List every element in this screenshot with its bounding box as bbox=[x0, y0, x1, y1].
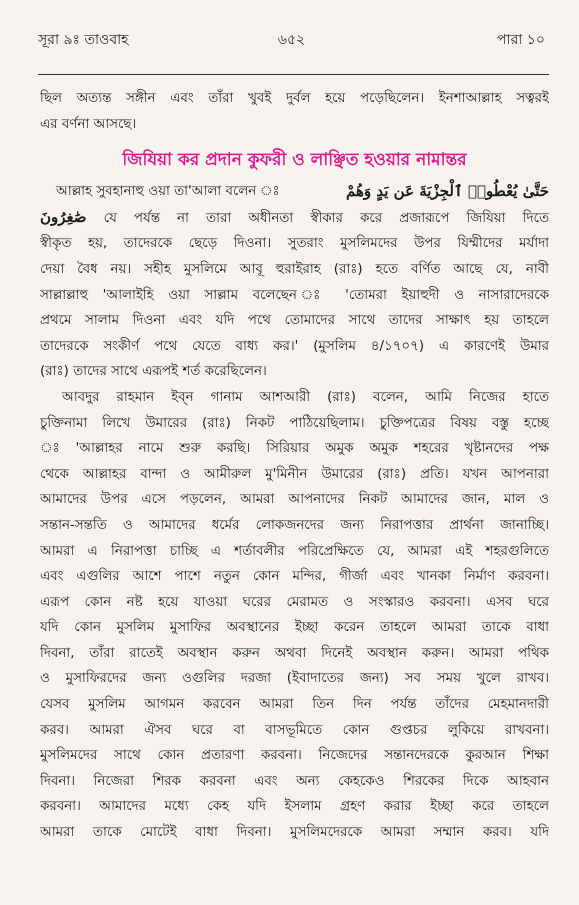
text-line: আমরা এ নিরাপত্তা চাচ্ছি এ শর্তাবলীর পরিপ্রেক্ষিতে যে, আমরা এই শহরগুলিতে bbox=[40, 543, 549, 559]
text-line: দিবনা। নিজেরা শিরক করবনা এবং অন্য কেহকেও শিরকের দিকে আহবান bbox=[40, 773, 549, 789]
para-label: পারা ১০ bbox=[497, 32, 545, 48]
text-line: ও মুসাফিরদের জন্য ওগুলির দরজা (ইবাদাতের জন্য) সব সময় খুলে রাখব। bbox=[40, 671, 549, 687]
text-line: আমরা তাকে মোটেই বাধা দিবনা। মুসলিমদেরকে আমরা সম্মান করব। যদি bbox=[40, 825, 549, 841]
ayah-block bbox=[40, 179, 549, 231]
intro-paragraph bbox=[40, 86, 549, 137]
text-line: এরূপ কোন নষ্ট হয়ে যাওয়া ঘরের মেরামত ও সংস্কারও করবনা। এসব ঘরে bbox=[40, 594, 549, 610]
text-line: সাল্লাল্লাহু 'আলাইহি ওয়া সাল্লাম বলেছেন ঃ 'তোমরা ইয়াহুদী ও নাসারাদেরকে bbox=[40, 287, 549, 303]
arabic-verse-part2: صَٰغِرُونَ bbox=[40, 207, 87, 226]
text-line: দিবনা, তাঁরা রাতেই অবস্থান করুন অথবা দিনেই অবস্থান করুন। আমরা পথিক bbox=[40, 645, 549, 661]
text-line: আমাদের উপর এসে পড়লেন, আমরা আপনাদের নিকট আমাদের জান, মাল ও bbox=[40, 492, 549, 508]
text-line: ছিল অত্যন্ত সঙ্গীন এবং তাঁরা খুবই দুর্বল হয়ে পড়েছিলেন। ইনশাআল্লাহ সত্বরই bbox=[40, 91, 549, 106]
text-line: চুক্তিনামা লিখে উমারের (রাঃ) নিকট পাঠিয়েছিলাম। চুক্তিপত্রের বিষয় বস্তু হচ্ছে bbox=[40, 415, 549, 431]
ayah-intro-line bbox=[40, 179, 549, 205]
text-line: যেসব মুসলিম আগমন করবেন আমরা তিন দিন পর্যন্ত তাঁদের মেহমানদারী bbox=[40, 697, 549, 713]
paragraph-1 bbox=[40, 231, 549, 385]
text-line: মুসলিমদের সাথে কোন প্রতারণা করবনা। নিজেদের সন্তানদেরকে কুরআন শিক্ষা bbox=[40, 748, 549, 764]
text-line: আবদুর রাহমান ইব্ন গানাম আশআরী (রাঃ) বলেন, আমি নিজের হাতে bbox=[62, 389, 549, 405]
text-line: করবনা। আমাদের মধ্যে কেহ যদি ইসলাম গ্রহণ করার ইচ্ছা করে তাহলে bbox=[40, 799, 549, 815]
text-line: ঃ 'আল্লাহর নামে শুরু করছি। সিরিয়ার অমুক অমুক শহরের খৃষ্টানদের পক্ষ bbox=[40, 441, 549, 457]
ayah-second-line bbox=[40, 205, 549, 232]
text-line: দেয়া বৈধ নয়। সহীহ মুসলিমে আবূ হুরাইরাহ (রাঃ) হতে বর্ণিত আছে যে, নাবী bbox=[40, 261, 549, 277]
text-line: এর বর্ণনা আসছে। bbox=[40, 116, 137, 132]
text-line: তাদেরকে সংকীর্ণ পথে যেতে বাধ্য কর।' (মুসলিম ৪/১৭০৭) এ কারণেই উমার bbox=[40, 338, 549, 354]
section-heading: জিযিয়া কর প্রদান কুফরী ও লাঞ্ছিত হওয়ার নামান্তর bbox=[122, 150, 467, 171]
page-number: ৬৫২ bbox=[277, 32, 306, 48]
text-line: এবং এগুলির আশে পাশে নতুন কোন মন্দির, গীর্জা এবং খানকা নির্মাণ করবনা। bbox=[40, 569, 549, 585]
text-line: স্বীকৃত হয়, তাদেরকে ছেড়ে দিওনা। সুতরাং মুসলিমদের উপর যিম্মীদের মর্যাদা bbox=[40, 236, 549, 252]
arabic-verse-part1: حَتَّىٰ يُعْطُوا۟ ٱلْجِزْيَةَ عَن يَدٍ وَهُمْ bbox=[346, 182, 549, 201]
text-line: প্রথমে সালাম দিওনা এবং যদি পথে তোমাদের সাথে তাদের সাক্ষাৎ হয় তাহলে bbox=[40, 313, 549, 329]
ayah-translation-start: যে পর্যন্ত না তারা অধীনতা স্বীকার করে প্রজারূপে জিযিয়া দিতে bbox=[103, 210, 549, 226]
page-header bbox=[38, 28, 545, 52]
text-line: যদি কোন মুসলিম মুসাফির অবস্থানের ইচ্ছা করেন তাহলে আমরা তাকে বাধা bbox=[40, 620, 549, 636]
ayah-intro-text: আল্লাহ সুবহানাহু ওয়া তা'আলা বলেন ঃ bbox=[56, 184, 280, 200]
page-body bbox=[40, 86, 549, 846]
header-rule bbox=[38, 74, 549, 75]
surah-label: সূরা ৯ঃ তাওবাহ bbox=[38, 32, 129, 48]
text-line: সন্তান-সন্ততি ও আমাদের ধর্মের লোকজনদের জন্য নিরাপত্তার প্রার্থনা জানাচ্ছি। bbox=[40, 517, 549, 533]
paragraph-2 bbox=[40, 385, 549, 846]
text-line: থেকে আল্লাহর বান্দা ও আমীরুল মু'মিনীন উমারের (রাঃ) প্রতি। যখন আপনারা bbox=[40, 466, 549, 482]
text-line: (রাঃ) তাদের সাথে এরূপই শর্ত করেছিলেন। bbox=[40, 364, 267, 380]
text-line: করব। আমরা ঐসব ঘরে বা বাসভূমিতে কোন গুপ্তচর লুকিয়ে রাখবনা। bbox=[40, 722, 549, 738]
